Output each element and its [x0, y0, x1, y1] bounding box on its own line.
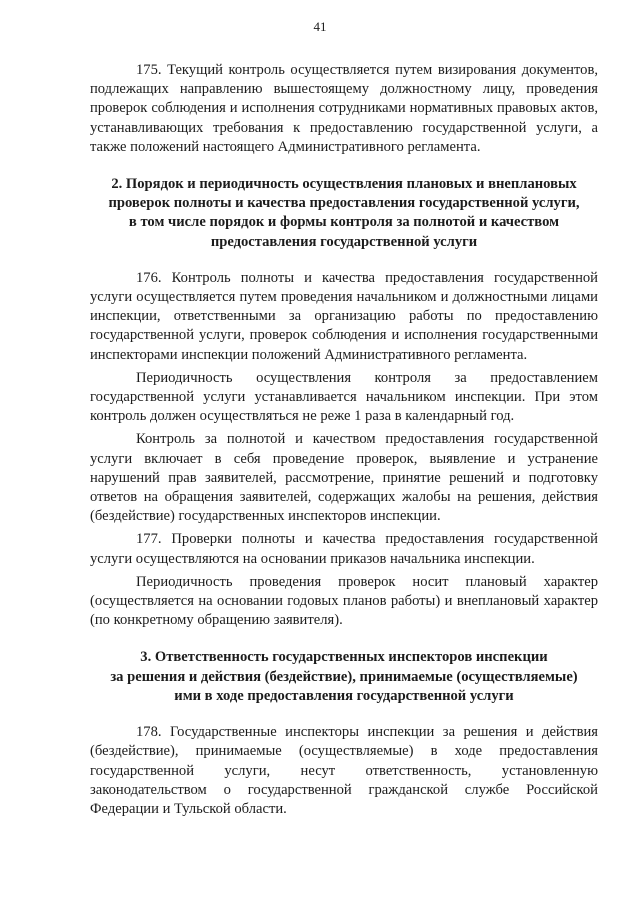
section-2-heading	[90, 175, 598, 252]
section-3-heading-line: за решения и действия (бездействие), принимаемые (осуществляемые)	[110, 668, 578, 685]
document-body	[90, 61, 598, 819]
section-2-heading-line: предоставления государственной услуги	[210, 233, 478, 250]
paragraph-control-scope: Контроль за полнотой и качеством предоставления государственной услуги включает в себя проведение проверок, выявление и устранение нарушений прав заявителей, рассмотрение, принятие решений и подготовку ответов на обращения заявителей, содержащих жалобы на решения, действия (бездействие) государственных инспекторов инспекции.	[90, 431, 598, 525]
paragraph-176: 176. Контроль полноты и качества предоставления государственной услуги осуществляется путем проведения начальником и должностными лицами инспекции, ответственными за организацию работы по предоставлению государственной услуги, проверок соблюдения и исполнения государственными инспекторами инспекции положений Административного регламента.	[90, 269, 598, 363]
section-2-heading-line: проверок полноты и качества предоставления государственной услуги,	[108, 195, 580, 212]
paragraph-177: 177. Проверки полноты и качества предоставления государственной услуги осуществляются на основании приказов начальника инспекции.	[90, 531, 598, 567]
section-3-heading	[90, 648, 598, 706]
section-2-heading-line: 2. Порядок и периодичность осуществления плановых и внеплановых	[111, 176, 577, 193]
section-2-heading-line: в том числе порядок и формы контроля за полнотой и качеством	[128, 214, 560, 231]
section-3-heading-line: 3. Ответственность государственных инспекторов инспекции	[140, 649, 548, 666]
page-number: 41	[313, 19, 327, 34]
section-3-heading-line: ими в ходе предоставления государственной услуги	[174, 687, 514, 704]
paragraph-periodicity-checks: Периодичность проведения проверок носит плановый характер (осуществляется на основании годовых планов работы) и внеплановый характер (по конкретному обращению заявителя).	[90, 573, 598, 629]
paragraph-175: 175. Текущий контроль осуществляется путем визирования документов, подлежащих направлению вышестоящему должностному лицу, проведения проверок соблюдения и исполнения сотрудниками нормативных правовых актов, устанавливающих требования к предоставлению государственной услуги, а также положений настоящего Административного регламента.	[90, 62, 598, 155]
paragraph-periodicity-control: Периодичность осуществления контроля за предоставлением государственной услуги устанавливается начальником инспекции. При этом контроль должен осуществляться не реже 1 раза в календарный год.	[90, 369, 598, 425]
paragraph-178: 178. Государственные инспекторы инспекции за решения и действия (бездействие), принимаемые (осуществляемые) в ходе предоставления государственной услуги, несут ответственность, установленную законодательством о государственной гражданской службе Российской Федерации и Тульской области.	[90, 724, 598, 817]
